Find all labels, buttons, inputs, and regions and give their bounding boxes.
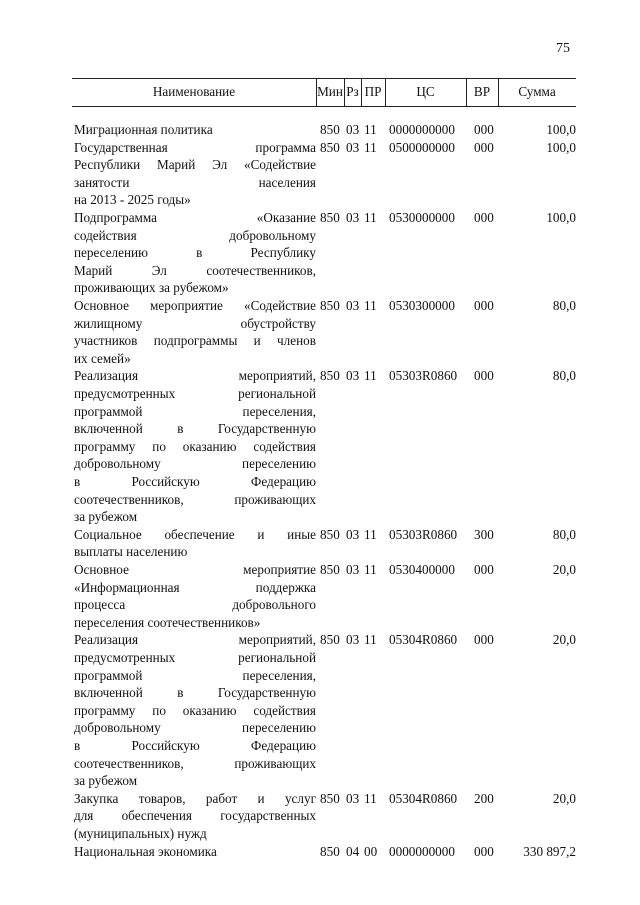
row-name-line: участников подпрограммы и членов (74, 333, 316, 349)
row-name-line: на 2013 - 2025 годы» (74, 192, 191, 208)
row-pr: 11 (364, 632, 377, 648)
row-rz: 03 (346, 368, 360, 384)
row-vr: 200 (474, 790, 494, 806)
header-cs: ЦС (416, 84, 435, 99)
header-top-rule (72, 78, 576, 79)
header-name: Наименование (152, 84, 236, 99)
row-rz: 03 (346, 790, 360, 806)
row-min: 850 (320, 790, 340, 806)
row-name (74, 526, 316, 561)
row-vr: 000 (474, 843, 494, 859)
row-vr: 000 (474, 122, 494, 137)
row-name-line: Основное мероприятие «Содействие (74, 298, 316, 313)
row-vr: 000 (474, 210, 494, 225)
row-name (74, 367, 316, 525)
table-row (0, 790, 640, 843)
row-name-line: программу по оказанию содействия (74, 702, 316, 718)
row-name-line: соотечественников, проживающих (74, 491, 316, 507)
row-name-line: занятости населения (74, 174, 316, 190)
table-row (0, 843, 640, 861)
row-rz: 03 (346, 562, 360, 577)
row-name-line: Закупка товаров, работ и услуг (74, 790, 316, 806)
row-sum: 20,0 (552, 632, 576, 648)
row-name-line: за рубежом (74, 509, 138, 525)
row-pr: 11 (364, 368, 377, 384)
row-name (74, 631, 316, 789)
row-pr: 11 (364, 526, 377, 542)
table-row (0, 561, 640, 631)
row-sum: 80,0 (552, 368, 576, 384)
row-cs: 0000000000 (389, 122, 455, 137)
row-sum: 100,0 (546, 139, 576, 155)
row-cs: 0500000000 (389, 139, 455, 155)
row-name-line: «Информационная поддержка (74, 579, 316, 595)
row-min: 850 (320, 368, 340, 384)
row-name-line: Миграционная политика (74, 122, 213, 137)
row-vr: 000 (474, 632, 494, 648)
header-min: Мин (317, 84, 343, 99)
row-rz: 03 (346, 526, 360, 542)
row-cs: 0530000000 (389, 210, 455, 225)
row-name-line: для обеспечения государственных (74, 808, 316, 824)
row-name (74, 790, 316, 843)
header-rz: Рз (346, 84, 359, 99)
table-row (0, 297, 640, 367)
header-pr: ПР (364, 84, 382, 99)
row-name-line: выплаты населению (74, 544, 188, 560)
row-name-line: жилищному обустройству (74, 315, 316, 331)
row-min: 850 (320, 632, 340, 648)
row-sum: 100,0 (546, 210, 576, 225)
row-name-line: (муниципальных) нужд (74, 825, 207, 841)
header-vr: ВР (473, 84, 491, 99)
row-name-line: предусмотренных региональной (74, 385, 316, 401)
page-number: 75 (556, 41, 570, 56)
row-name-line: Подпрограмма «Оказание (74, 210, 316, 225)
row-name-line: их семей» (74, 350, 131, 366)
row-pr: 11 (364, 139, 377, 155)
row-min: 850 (320, 526, 340, 542)
row-min: 850 (320, 843, 340, 859)
row-cs: 0530300000 (389, 298, 455, 313)
row-sum: 20,0 (552, 562, 576, 577)
row-rz: 03 (346, 139, 360, 155)
table-row (0, 139, 640, 209)
row-name (74, 843, 316, 861)
row-sum: 80,0 (552, 526, 576, 542)
row-name-line: Основное мероприятие (74, 562, 316, 577)
row-rz: 03 (346, 210, 360, 225)
row-vr: 000 (474, 368, 494, 384)
row-name-line: переселения соотечественников» (74, 614, 261, 630)
row-cs: 0000000000 (389, 843, 455, 859)
row-name-line: в Российскую Федерацию (74, 737, 316, 753)
row-vr: 300 (474, 526, 494, 542)
row-cs: 0530400000 (389, 562, 455, 577)
row-name-line: содействия добровольному (74, 227, 316, 243)
row-name-line: добровольному переселению (74, 720, 316, 736)
row-rz: 03 (346, 122, 360, 137)
row-name-line: Реализация мероприятий, (74, 368, 316, 384)
row-rz: 03 (346, 298, 360, 313)
row-rz: 04 (346, 843, 360, 859)
row-vr: 000 (474, 298, 494, 313)
row-name-line: программу по оказанию содействия (74, 438, 316, 454)
row-name (74, 139, 316, 209)
table-row (0, 209, 640, 297)
row-name-line: за рубежом (74, 773, 138, 789)
row-vr: 000 (474, 139, 494, 155)
row-pr: 11 (364, 122, 377, 137)
row-name-line: процесса добровольного (74, 597, 316, 613)
row-name-line: Государственная программа (74, 139, 316, 155)
row-rz: 03 (346, 632, 360, 648)
row-name (74, 561, 316, 631)
row-name-line: в Российскую Федерацию (74, 473, 316, 489)
row-name-line: программой переселения, (74, 667, 316, 683)
row-pr: 00 (364, 843, 378, 859)
table-row (0, 631, 640, 789)
row-pr: 11 (364, 210, 377, 225)
row-cs: 05304R0860 (389, 632, 458, 648)
row-sum: 330 897,2 (523, 843, 576, 859)
row-name (74, 121, 316, 139)
table-row (0, 121, 640, 139)
row-name-line: Республики Марий Эл «Содействие (74, 157, 316, 173)
header-bottom-rule (72, 106, 576, 107)
row-name-line: Реализация мероприятий, (74, 632, 316, 648)
header-sum: Сумма (518, 84, 556, 99)
row-cs: 05303R0860 (389, 368, 458, 384)
row-name-line: Национальная экономика (74, 843, 217, 859)
row-cs: 05303R0860 (389, 526, 458, 542)
row-name-line: Марий Эл соотечественников, (74, 262, 316, 278)
row-sum: 80,0 (552, 298, 576, 313)
row-sum: 20,0 (552, 790, 576, 806)
row-pr: 11 (364, 562, 377, 577)
table-row (0, 367, 640, 525)
row-name (74, 209, 316, 297)
row-name-line: включенной в Государственную (74, 421, 316, 437)
table-row (0, 526, 640, 561)
row-name-line: программой переселения, (74, 403, 316, 419)
row-min: 850 (320, 122, 340, 137)
row-pr: 11 (364, 298, 377, 313)
row-vr: 000 (474, 562, 494, 577)
row-min: 850 (320, 210, 340, 225)
row-min: 850 (320, 139, 340, 155)
row-name-line: добровольному переселению (74, 456, 316, 472)
row-min: 850 (320, 562, 340, 577)
row-name-line: проживающих за рубежом» (74, 280, 229, 296)
row-sum: 100,0 (546, 122, 576, 137)
row-name (74, 297, 316, 367)
row-name-line: Социальное обеспечение и иные (74, 526, 316, 542)
row-name-line: предусмотренных региональной (74, 649, 316, 665)
row-name-line: переселению в Республику (74, 245, 316, 261)
row-name-line: включенной в Государственную (74, 685, 316, 701)
row-cs: 05304R0860 (389, 790, 458, 806)
row-name-line: соотечественников, проживающих (74, 755, 316, 771)
row-min: 850 (320, 298, 340, 313)
row-pr: 11 (364, 790, 377, 806)
